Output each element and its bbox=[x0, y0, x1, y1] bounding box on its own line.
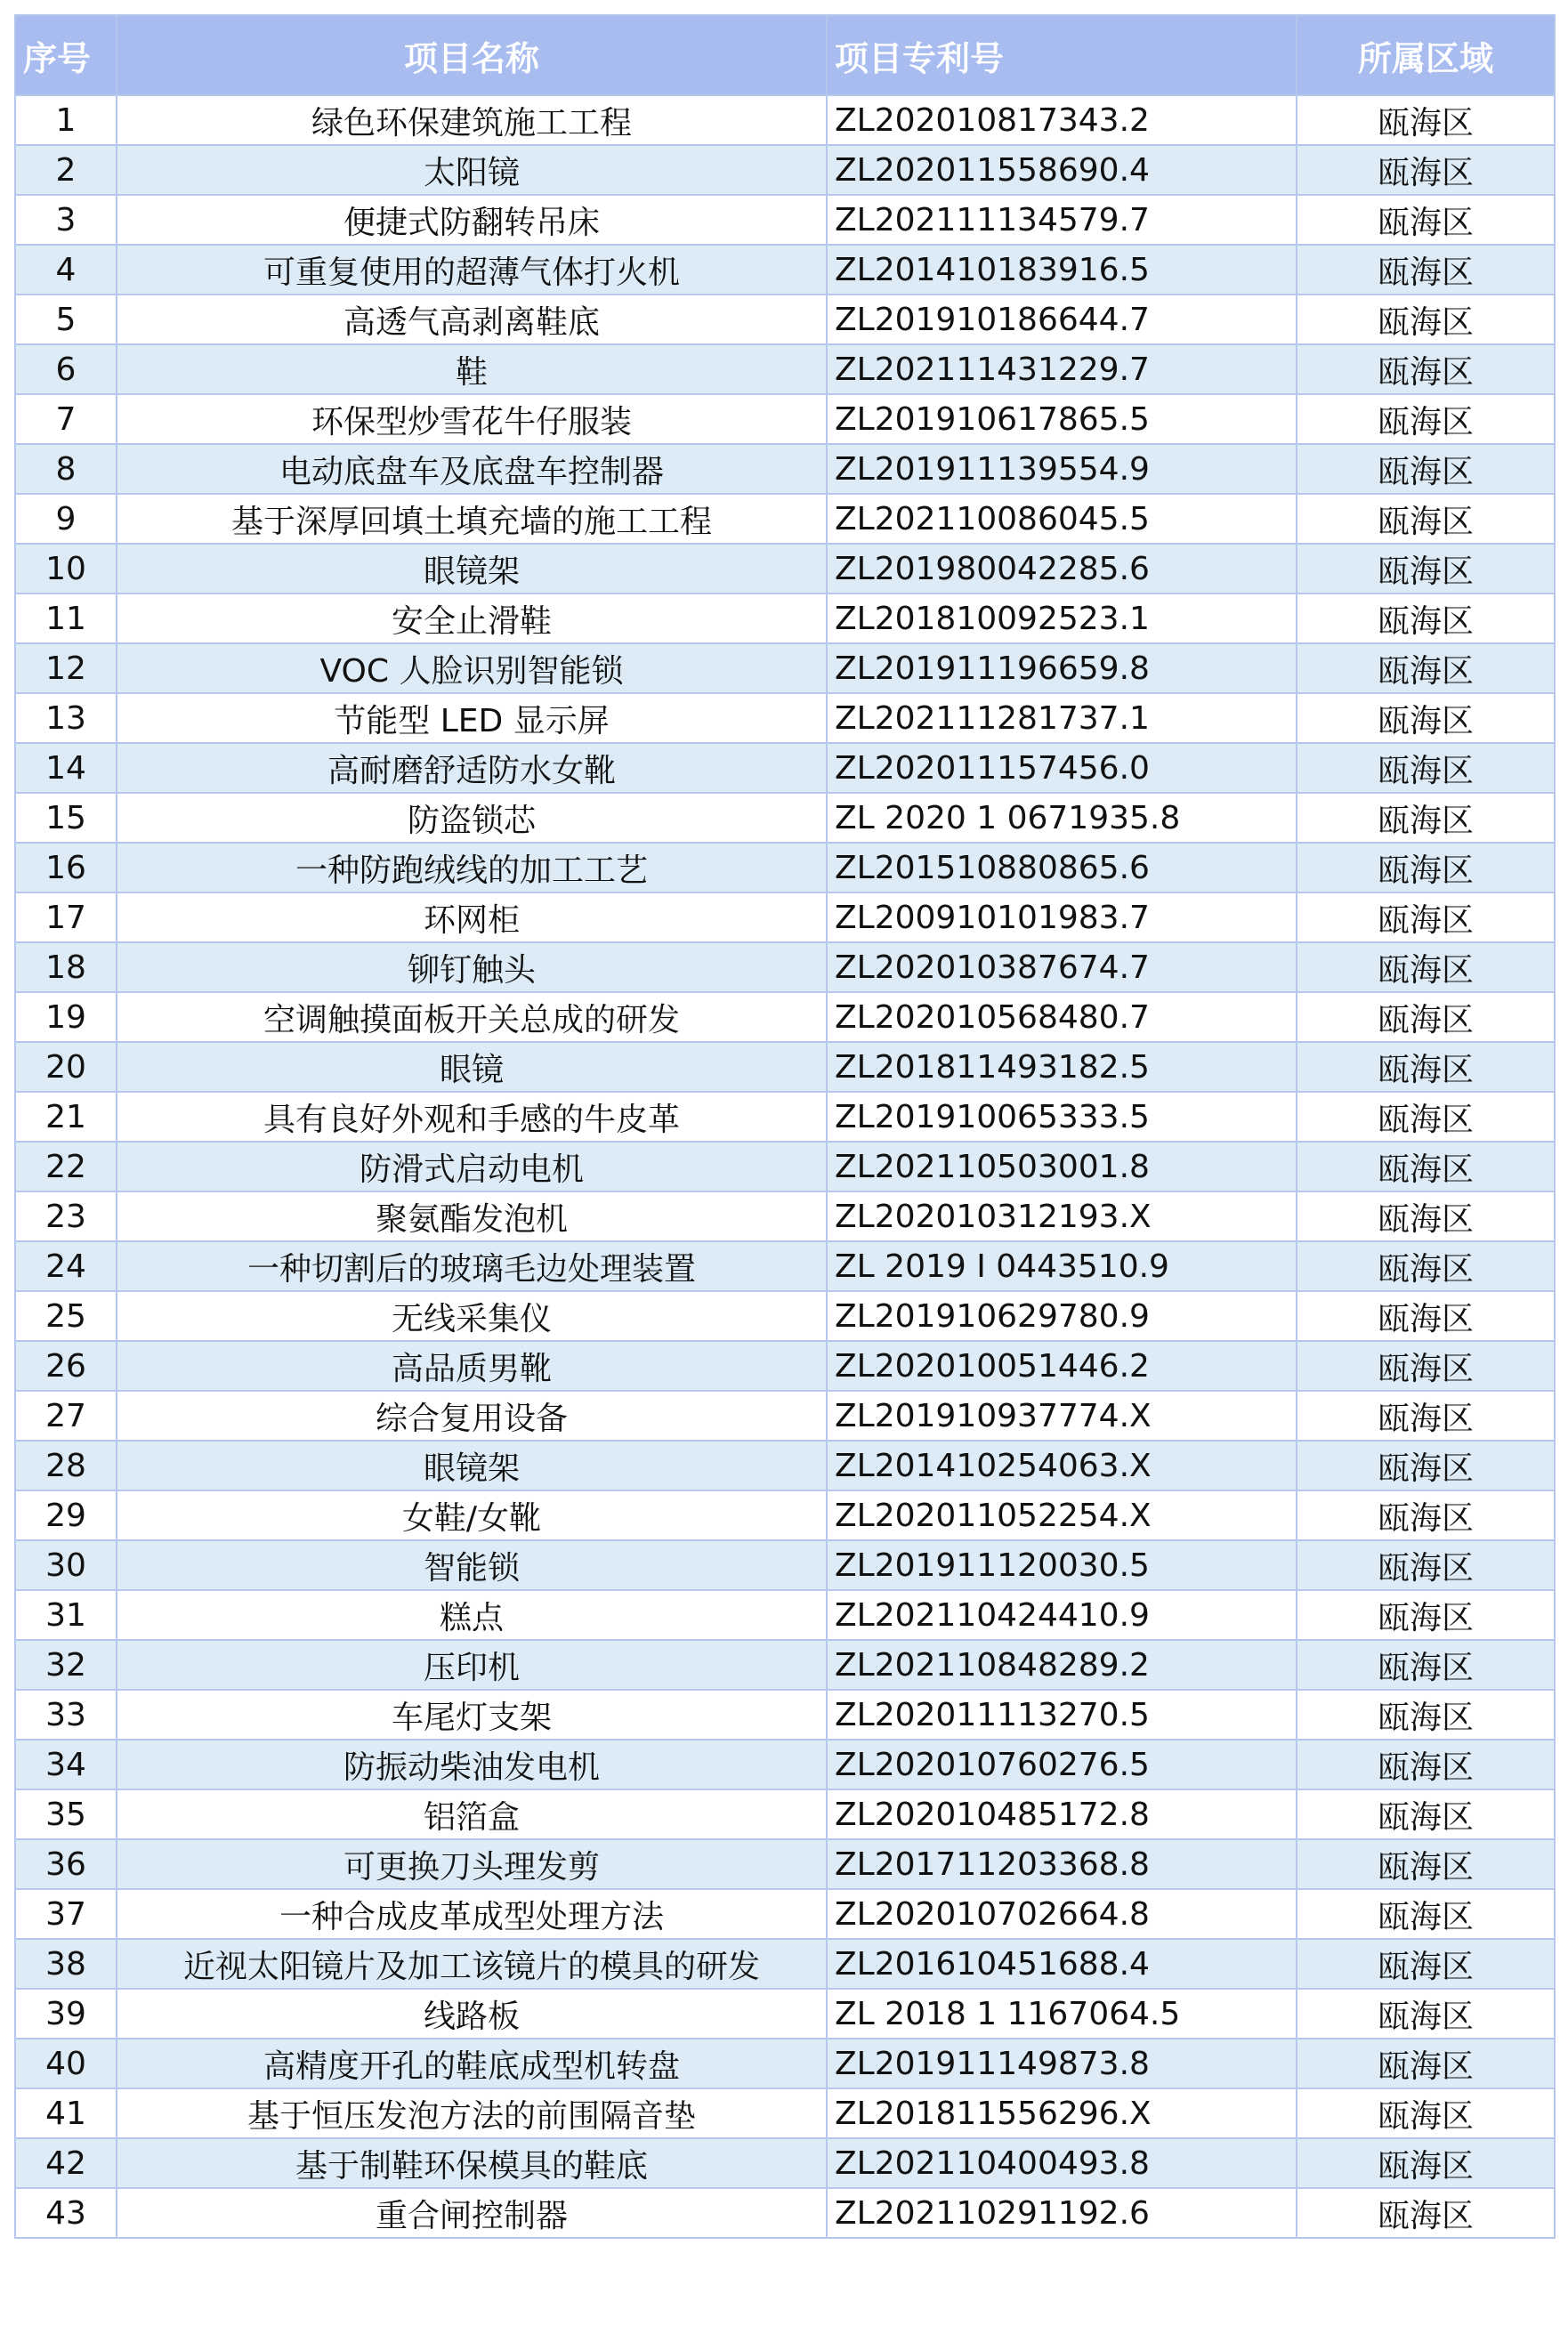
cell-index: 27 bbox=[15, 1391, 117, 1441]
cell-index: 28 bbox=[15, 1441, 117, 1490]
cell-index: 23 bbox=[15, 1191, 117, 1241]
cell-region: 瓯海区 bbox=[1297, 1640, 1555, 1690]
cell-patent-number: ZL201910186644.7 bbox=[827, 295, 1297, 344]
cell-project-name: 鞋 bbox=[117, 344, 827, 394]
cell-project-name: 综合复用设备 bbox=[117, 1391, 827, 1441]
table-row bbox=[15, 942, 1555, 992]
cell-patent-number: ZL 2019 I 0443510.9 bbox=[827, 1241, 1297, 1291]
cell-index: 37 bbox=[15, 1889, 117, 1939]
cell-index: 20 bbox=[15, 1042, 117, 1092]
cell-patent-number: ZL201410254063.X bbox=[827, 1441, 1297, 1490]
cell-region: 瓯海区 bbox=[1297, 1441, 1555, 1490]
table-row bbox=[15, 1889, 1555, 1939]
cell-patent-number: ZL202010817343.2 bbox=[827, 95, 1297, 145]
cell-project-name: 眼镜 bbox=[117, 1042, 827, 1092]
cell-patent-number: ZL 2020 1 0671935.8 bbox=[827, 793, 1297, 843]
cell-project-name: 智能锁 bbox=[117, 1540, 827, 1590]
table-row bbox=[15, 1989, 1555, 2039]
cell-index: 35 bbox=[15, 1789, 117, 1839]
cell-region: 瓯海区 bbox=[1297, 1490, 1555, 1540]
cell-region: 瓯海区 bbox=[1297, 843, 1555, 892]
cell-patent-number: ZL201911196659.8 bbox=[827, 643, 1297, 693]
cell-region: 瓯海区 bbox=[1297, 494, 1555, 544]
cell-index: 5 bbox=[15, 295, 117, 344]
cell-project-name: 线路板 bbox=[117, 1989, 827, 2039]
cell-project-name: 基于恒压发泡方法的前围隔音垫 bbox=[117, 2088, 827, 2138]
cell-index: 36 bbox=[15, 1839, 117, 1889]
cell-index: 21 bbox=[15, 1092, 117, 1142]
cell-project-name: 环网柜 bbox=[117, 892, 827, 942]
patent-table bbox=[14, 14, 1556, 2239]
cell-patent-number: ZL201911139554.9 bbox=[827, 444, 1297, 494]
cell-index: 41 bbox=[15, 2088, 117, 2138]
cell-project-name: 空调触摸面板开关总成的研发 bbox=[117, 992, 827, 1042]
cell-region: 瓯海区 bbox=[1297, 892, 1555, 942]
cell-project-name: 无线采集仪 bbox=[117, 1291, 827, 1341]
table-row bbox=[15, 643, 1555, 693]
cell-index: 22 bbox=[15, 1142, 117, 1191]
table-row bbox=[15, 743, 1555, 793]
cell-region: 瓯海区 bbox=[1297, 444, 1555, 494]
table-row bbox=[15, 145, 1555, 195]
cell-index: 29 bbox=[15, 1490, 117, 1540]
cell-project-name: 便捷式防翻转吊床 bbox=[117, 195, 827, 245]
header-row bbox=[15, 15, 1555, 95]
cell-patent-number: ZL202111431229.7 bbox=[827, 344, 1297, 394]
cell-patent-number: ZL201811556296.X bbox=[827, 2088, 1297, 2138]
cell-region: 瓯海区 bbox=[1297, 245, 1555, 295]
table-row bbox=[15, 1540, 1555, 1590]
cell-project-name: 可重复使用的超薄气体打火机 bbox=[117, 245, 827, 295]
cell-region: 瓯海区 bbox=[1297, 544, 1555, 594]
cell-project-name: 眼镜架 bbox=[117, 544, 827, 594]
cell-patent-number: ZL202011113270.5 bbox=[827, 1690, 1297, 1740]
cell-patent-number: ZL202110503001.8 bbox=[827, 1142, 1297, 1191]
cell-region: 瓯海区 bbox=[1297, 1540, 1555, 1590]
table-row bbox=[15, 1490, 1555, 1540]
cell-index: 17 bbox=[15, 892, 117, 942]
table-row bbox=[15, 2138, 1555, 2188]
cell-patent-number: ZL202110291192.6 bbox=[827, 2188, 1297, 2238]
cell-region: 瓯海区 bbox=[1297, 295, 1555, 344]
cell-project-name: 基于深厚回填土填充墙的施工工程 bbox=[117, 494, 827, 544]
cell-patent-number: ZL202010760276.5 bbox=[827, 1740, 1297, 1789]
cell-patent-number: ZL201510880865.6 bbox=[827, 843, 1297, 892]
table-row bbox=[15, 892, 1555, 942]
cell-index: 8 bbox=[15, 444, 117, 494]
table-row bbox=[15, 1341, 1555, 1391]
cell-project-name: 女鞋/女靴 bbox=[117, 1490, 827, 1540]
table-row bbox=[15, 594, 1555, 643]
cell-patent-number: ZL202010312193.X bbox=[827, 1191, 1297, 1241]
table-row bbox=[15, 1740, 1555, 1789]
cell-index: 38 bbox=[15, 1939, 117, 1989]
cell-region: 瓯海区 bbox=[1297, 594, 1555, 643]
cell-project-name: 一种防跑绒线的加工工艺 bbox=[117, 843, 827, 892]
cell-patent-number: ZL202010702664.8 bbox=[827, 1889, 1297, 1939]
table-row bbox=[15, 95, 1555, 145]
cell-region: 瓯海区 bbox=[1297, 643, 1555, 693]
table-row bbox=[15, 1241, 1555, 1291]
table-row bbox=[15, 1092, 1555, 1142]
cell-index: 14 bbox=[15, 743, 117, 793]
table-row bbox=[15, 1391, 1555, 1441]
cell-patent-number: ZL202111281737.1 bbox=[827, 693, 1297, 743]
cell-project-name: 眼镜架 bbox=[117, 1441, 827, 1490]
cell-index: 40 bbox=[15, 2039, 117, 2088]
cell-project-name: VOC 人脸识别智能锁 bbox=[117, 643, 827, 693]
cell-patent-number: ZL201910617865.5 bbox=[827, 394, 1297, 444]
cell-project-name: 防滑式启动电机 bbox=[117, 1142, 827, 1191]
cell-project-name: 近视太阳镜片及加工该镜片的模具的研发 bbox=[117, 1939, 827, 1989]
cell-region: 瓯海区 bbox=[1297, 1341, 1555, 1391]
cell-project-name: 车尾灯支架 bbox=[117, 1690, 827, 1740]
cell-region: 瓯海区 bbox=[1297, 1391, 1555, 1441]
cell-patent-number: ZL202110086045.5 bbox=[827, 494, 1297, 544]
cell-region: 瓯海区 bbox=[1297, 1142, 1555, 1191]
header-patent-number: 项目专利号 bbox=[827, 15, 1297, 95]
cell-region: 瓯海区 bbox=[1297, 1291, 1555, 1341]
cell-patent-number: ZL201910937774.X bbox=[827, 1391, 1297, 1441]
table-row bbox=[15, 295, 1555, 344]
table-row bbox=[15, 1441, 1555, 1490]
table-row bbox=[15, 843, 1555, 892]
cell-index: 31 bbox=[15, 1590, 117, 1640]
cell-region: 瓯海区 bbox=[1297, 1989, 1555, 2039]
table-row bbox=[15, 1142, 1555, 1191]
cell-patent-number: ZL200910101983.7 bbox=[827, 892, 1297, 942]
cell-region: 瓯海区 bbox=[1297, 2188, 1555, 2238]
cell-index: 4 bbox=[15, 245, 117, 295]
table-row bbox=[15, 494, 1555, 544]
cell-index: 32 bbox=[15, 1640, 117, 1690]
table-row bbox=[15, 195, 1555, 245]
cell-patent-number: ZL202010051446.2 bbox=[827, 1341, 1297, 1391]
cell-index: 18 bbox=[15, 942, 117, 992]
cell-project-name: 高耐磨舒适防水女靴 bbox=[117, 743, 827, 793]
cell-region: 瓯海区 bbox=[1297, 1092, 1555, 1142]
cell-project-name: 防盗锁芯 bbox=[117, 793, 827, 843]
table-row bbox=[15, 2088, 1555, 2138]
patent-table-container bbox=[14, 14, 1554, 2239]
cell-region: 瓯海区 bbox=[1297, 1889, 1555, 1939]
cell-project-name: 节能型 LED 显示屏 bbox=[117, 693, 827, 743]
table-row bbox=[15, 693, 1555, 743]
table-row bbox=[15, 444, 1555, 494]
cell-patent-number: ZL201410183916.5 bbox=[827, 245, 1297, 295]
cell-patent-number: ZL202010568480.7 bbox=[827, 992, 1297, 1042]
table-row bbox=[15, 1789, 1555, 1839]
cell-patent-number: ZL201811493182.5 bbox=[827, 1042, 1297, 1092]
cell-region: 瓯海区 bbox=[1297, 1939, 1555, 1989]
cell-region: 瓯海区 bbox=[1297, 195, 1555, 245]
cell-patent-number: ZL201980042285.6 bbox=[827, 544, 1297, 594]
cell-project-name: 防振动柴油发电机 bbox=[117, 1740, 827, 1789]
cell-region: 瓯海区 bbox=[1297, 394, 1555, 444]
cell-patent-number: ZL202010485172.8 bbox=[827, 1789, 1297, 1839]
cell-patent-number: ZL201810092523.1 bbox=[827, 594, 1297, 643]
cell-region: 瓯海区 bbox=[1297, 992, 1555, 1042]
cell-project-name: 绿色环保建筑施工工程 bbox=[117, 95, 827, 145]
table-row bbox=[15, 344, 1555, 394]
table-row bbox=[15, 1690, 1555, 1740]
cell-region: 瓯海区 bbox=[1297, 743, 1555, 793]
cell-index: 24 bbox=[15, 1241, 117, 1291]
cell-project-name: 高品质男靴 bbox=[117, 1341, 827, 1391]
cell-region: 瓯海区 bbox=[1297, 1839, 1555, 1889]
cell-region: 瓯海区 bbox=[1297, 1241, 1555, 1291]
table-row bbox=[15, 1590, 1555, 1640]
cell-region: 瓯海区 bbox=[1297, 95, 1555, 145]
cell-project-name: 重合闸控制器 bbox=[117, 2188, 827, 2238]
cell-region: 瓯海区 bbox=[1297, 1590, 1555, 1640]
cell-index: 11 bbox=[15, 594, 117, 643]
table-row bbox=[15, 1291, 1555, 1341]
table-row bbox=[15, 793, 1555, 843]
cell-index: 9 bbox=[15, 494, 117, 544]
cell-project-name: 太阳镜 bbox=[117, 145, 827, 195]
cell-index: 13 bbox=[15, 693, 117, 743]
cell-region: 瓯海区 bbox=[1297, 2138, 1555, 2188]
cell-index: 3 bbox=[15, 195, 117, 245]
cell-index: 25 bbox=[15, 1291, 117, 1341]
cell-project-name: 安全止滑鞋 bbox=[117, 594, 827, 643]
cell-index: 26 bbox=[15, 1341, 117, 1391]
cell-project-name: 聚氨酯发泡机 bbox=[117, 1191, 827, 1241]
cell-project-name: 一种合成皮革成型处理方法 bbox=[117, 1889, 827, 1939]
table-row bbox=[15, 394, 1555, 444]
cell-project-name: 一种切割后的玻璃毛边处理装置 bbox=[117, 1241, 827, 1291]
table-row bbox=[15, 992, 1555, 1042]
table-row bbox=[15, 1839, 1555, 1889]
cell-patent-number: ZL202010387674.7 bbox=[827, 942, 1297, 992]
cell-index: 39 bbox=[15, 1989, 117, 2039]
cell-patent-number: ZL202011052254.X bbox=[827, 1490, 1297, 1540]
cell-project-name: 可更换刀头理发剪 bbox=[117, 1839, 827, 1889]
cell-region: 瓯海区 bbox=[1297, 1740, 1555, 1789]
cell-index: 1 bbox=[15, 95, 117, 145]
cell-patent-number: ZL202110424410.9 bbox=[827, 1590, 1297, 1640]
table-header bbox=[15, 15, 1555, 95]
cell-project-name: 铆钉触头 bbox=[117, 942, 827, 992]
table-row bbox=[15, 1042, 1555, 1092]
cell-region: 瓯海区 bbox=[1297, 1042, 1555, 1092]
cell-region: 瓯海区 bbox=[1297, 1789, 1555, 1839]
cell-patent-number: ZL201910629780.9 bbox=[827, 1291, 1297, 1341]
cell-patent-number: ZL 2018 1 1167064.5 bbox=[827, 1989, 1297, 2039]
table-row bbox=[15, 1939, 1555, 1989]
cell-region: 瓯海区 bbox=[1297, 2088, 1555, 2138]
cell-region: 瓯海区 bbox=[1297, 693, 1555, 743]
cell-region: 瓯海区 bbox=[1297, 2039, 1555, 2088]
cell-patent-number: ZL202111134579.7 bbox=[827, 195, 1297, 245]
cell-region: 瓯海区 bbox=[1297, 1690, 1555, 1740]
cell-index: 43 bbox=[15, 2188, 117, 2238]
cell-patent-number: ZL201910065333.5 bbox=[827, 1092, 1297, 1142]
cell-project-name: 基于制鞋环保模具的鞋底 bbox=[117, 2138, 827, 2188]
cell-index: 7 bbox=[15, 394, 117, 444]
cell-patent-number: ZL202011558690.4 bbox=[827, 145, 1297, 195]
cell-region: 瓯海区 bbox=[1297, 344, 1555, 394]
table-row bbox=[15, 2039, 1555, 2088]
cell-index: 30 bbox=[15, 1540, 117, 1590]
cell-project-name: 高精度开孔的鞋底成型机转盘 bbox=[117, 2039, 827, 2088]
cell-index: 42 bbox=[15, 2138, 117, 2188]
cell-index: 6 bbox=[15, 344, 117, 394]
cell-patent-number: ZL202011157456.0 bbox=[827, 743, 1297, 793]
cell-project-name: 电动底盘车及底盘车控制器 bbox=[117, 444, 827, 494]
cell-index: 12 bbox=[15, 643, 117, 693]
cell-patent-number: ZL202110400493.8 bbox=[827, 2138, 1297, 2188]
cell-index: 15 bbox=[15, 793, 117, 843]
cell-project-name: 糕点 bbox=[117, 1590, 827, 1640]
cell-project-name: 环保型炒雪花牛仔服装 bbox=[117, 394, 827, 444]
cell-index: 34 bbox=[15, 1740, 117, 1789]
header-region: 所属区域 bbox=[1297, 15, 1555, 95]
cell-region: 瓯海区 bbox=[1297, 942, 1555, 992]
cell-patent-number: ZL202110848289.2 bbox=[827, 1640, 1297, 1690]
table-row bbox=[15, 2188, 1555, 2238]
header-index: 序号 bbox=[15, 15, 117, 95]
cell-patent-number: ZL201911149873.8 bbox=[827, 2039, 1297, 2088]
cell-index: 33 bbox=[15, 1690, 117, 1740]
cell-index: 2 bbox=[15, 145, 117, 195]
table-row bbox=[15, 544, 1555, 594]
cell-project-name: 铝箔盒 bbox=[117, 1789, 827, 1839]
cell-project-name: 具有良好外观和手感的牛皮革 bbox=[117, 1092, 827, 1142]
cell-index: 19 bbox=[15, 992, 117, 1042]
cell-region: 瓯海区 bbox=[1297, 1191, 1555, 1241]
cell-project-name: 高透气高剥离鞋底 bbox=[117, 295, 827, 344]
cell-patent-number: ZL201610451688.4 bbox=[827, 1939, 1297, 1989]
cell-region: 瓯海区 bbox=[1297, 145, 1555, 195]
table-body bbox=[15, 95, 1555, 2238]
table-row bbox=[15, 1191, 1555, 1241]
cell-region: 瓯海区 bbox=[1297, 793, 1555, 843]
cell-patent-number: ZL201911120030.5 bbox=[827, 1540, 1297, 1590]
cell-project-name: 压印机 bbox=[117, 1640, 827, 1690]
cell-patent-number: ZL201711203368.8 bbox=[827, 1839, 1297, 1889]
cell-index: 16 bbox=[15, 843, 117, 892]
table-row bbox=[15, 245, 1555, 295]
table-row bbox=[15, 1640, 1555, 1690]
cell-index: 10 bbox=[15, 544, 117, 594]
header-project-name: 项目名称 bbox=[117, 15, 827, 95]
